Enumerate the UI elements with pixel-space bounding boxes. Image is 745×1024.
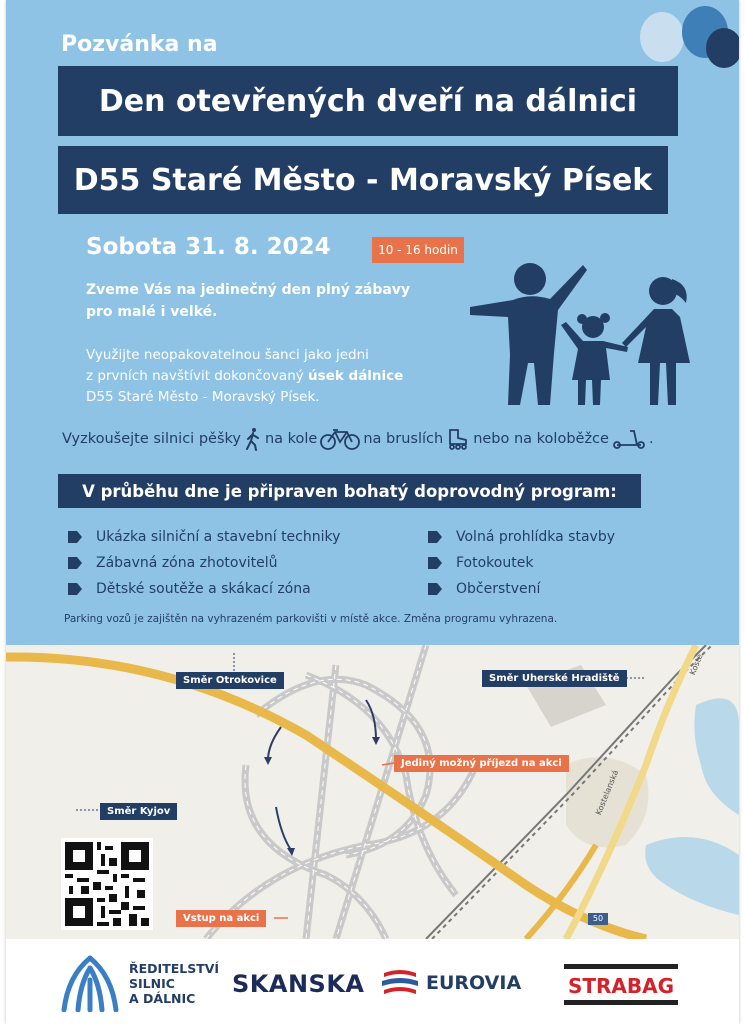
program-list-left xyxy=(68,524,340,602)
rsd-name-line: A DÁLNIC xyxy=(129,991,196,1006)
program-item-text: Ukázka silniční a stavební techniky xyxy=(96,529,341,545)
road-name: Koste xyxy=(688,652,705,677)
main-title: Den otevřených dveří na dálnici xyxy=(58,66,678,136)
invite-text xyxy=(86,279,446,323)
rsd-name-line: ŘEDITELSTVÍ xyxy=(129,961,220,976)
list-item xyxy=(428,524,615,550)
list-item xyxy=(428,550,615,576)
info-line: D55 Staré Město - Moravský Písek. xyxy=(86,389,320,405)
entrance-label: Vstup na akci xyxy=(176,910,266,927)
entry-route-label: Jediný možný příjezd na akci xyxy=(394,755,569,772)
try-text: na bruslích xyxy=(363,431,444,447)
info-line-text: z prvních navštívit dokončovaný xyxy=(86,368,309,384)
road-name: Kostelanská xyxy=(594,768,621,817)
try-text: nebo na koloběžce xyxy=(473,431,609,447)
eurovia-logo: EUROVIA xyxy=(426,972,522,994)
rsd-logo xyxy=(58,954,122,1012)
try-text: na kole xyxy=(264,431,318,447)
direction-label-uherske-hradiste: Směr Uherské Hradiště xyxy=(482,670,627,687)
subtitle-road-section: D55 Staré Město - Moravský Písek xyxy=(58,146,668,214)
arrow-bullet-icon xyxy=(428,583,442,595)
strabag-bar xyxy=(564,964,678,969)
info-line xyxy=(86,366,466,387)
parking-note: Parking vozů je zajištěn na vyhrazeném parkovišti v místě akce. Změna programu vyhrazena. xyxy=(64,613,558,625)
program-title: V průběhu dne je připraven bohatý doprovodný program: xyxy=(58,474,641,508)
info-line-bold: úsek dálnice xyxy=(308,368,404,384)
arrow-bullet-icon xyxy=(68,557,82,569)
list-item xyxy=(68,550,340,576)
strabag-logo xyxy=(564,964,678,1006)
scooter-icon xyxy=(612,428,646,450)
direction-label-kyjov: Směr Kyjov xyxy=(100,803,177,820)
skanska-logo: SKANSKA xyxy=(232,970,365,998)
event-hours-badge: 10 - 16 hodin xyxy=(372,237,464,263)
road-shield: 50 xyxy=(592,914,604,923)
rsd-name-line: SILNIC xyxy=(129,976,175,991)
family-illustration xyxy=(458,255,708,415)
poster-top-section xyxy=(6,0,739,645)
arrow-bullet-icon xyxy=(428,531,442,543)
list-item xyxy=(428,576,615,602)
program-item-text: Volná prohlídka stavby xyxy=(456,529,615,545)
info-line: Využijte neopakovatelnou šanci jako jedni xyxy=(86,347,369,363)
strabag-text: STRABAG xyxy=(567,974,675,998)
invite-line: pro malé i velké. xyxy=(86,304,218,320)
qr-code[interactable] xyxy=(61,838,153,930)
bicycle-icon xyxy=(320,428,360,450)
walking-icon xyxy=(244,427,262,451)
try-road-line xyxy=(62,426,722,452)
program-item-text: Fotokoutek xyxy=(456,555,534,571)
sponsor-footer xyxy=(6,939,739,1024)
event-date: Sobota 31. 8. 2024 xyxy=(86,234,331,260)
list-item xyxy=(68,524,340,550)
balloon-icon xyxy=(706,28,739,68)
info-text xyxy=(86,345,466,408)
invite-line: Zveme Vás na jedinečný den plný zábavy xyxy=(86,282,411,298)
arrow-bullet-icon xyxy=(428,557,442,569)
arrow-bullet-icon xyxy=(68,531,82,543)
poster xyxy=(6,0,739,1024)
try-text: Vyzkoušejte silnici pěšky xyxy=(62,431,241,447)
strabag-bar xyxy=(564,1000,678,1005)
program-list-right xyxy=(428,524,615,602)
eurovia-logo-mark xyxy=(380,967,420,1001)
balloon-icon xyxy=(640,12,684,62)
try-text: . xyxy=(648,431,654,447)
rsd-name xyxy=(129,961,219,1006)
rollerblade-icon xyxy=(446,428,470,450)
list-item xyxy=(68,576,340,602)
program-item-text: Občerstvení xyxy=(456,581,541,597)
program-item-text: Zábavná zóna zhotovitelů xyxy=(96,555,278,571)
program-item-text: Dětské soutěže a skákací zóna xyxy=(96,581,311,597)
pretitle: Pozvánka na xyxy=(61,32,218,57)
direction-label-otrokovice: Směr Otrokovice xyxy=(176,672,284,689)
arrow-bullet-icon xyxy=(68,583,82,595)
